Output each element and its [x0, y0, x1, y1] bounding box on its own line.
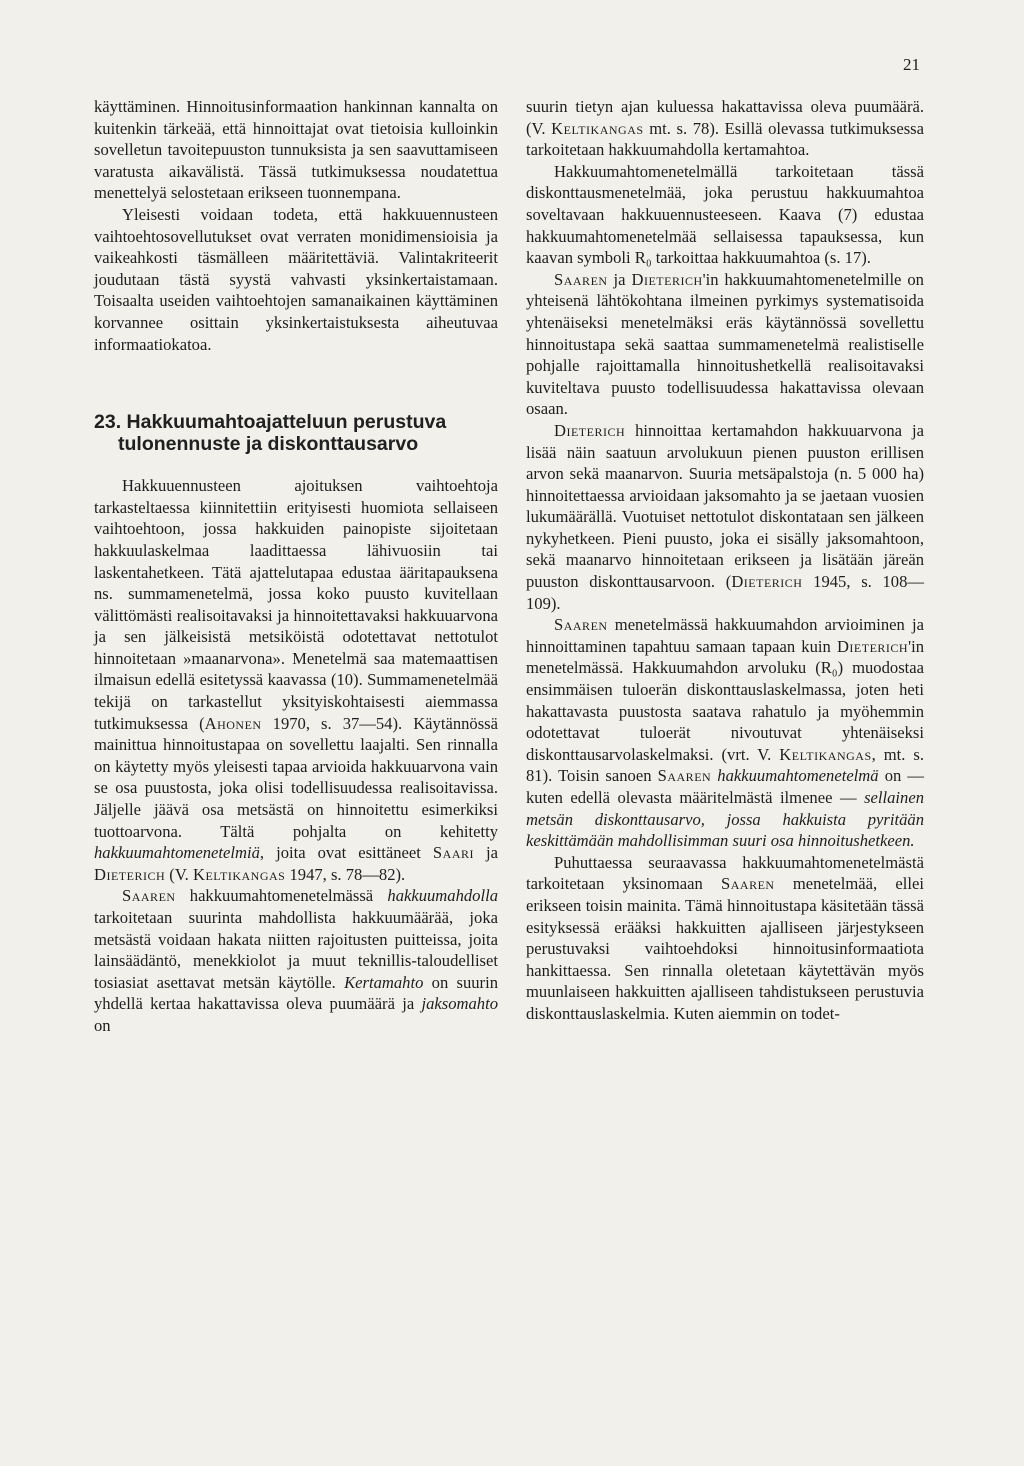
- paragraph: suurin tietyn ajan kuluessa hakattavissa oleva puumäärä. (V. Keltikangas mt. s. 78). Esillä olevassa tutkimuksessa tarkoitetaan hakkuumahdolla kertamahtoa.: [526, 97, 924, 160]
- author-name: Saaren: [554, 615, 608, 635]
- paragraph: Saaren ja Dieterich'in hakkuumahtomenetelmille on yhteisenä lähtökohtana ilmeinen pyrkimys systematisoida yhtenäiseksi menetelmäksi eräs käytännössä sovellettu hinnoitustapa sekä saattaa summamenetelmä realistiselle pohjalle rajoittamalla hinnoitushetkellä realisoitavaksi kuviteltava puusto todellisuudessa hakattavissa olevaan osaan.: [526, 269, 924, 419]
- author-name: Dieterich: [631, 269, 703, 289]
- paragraph: Saaren hakkuumahtomenetelmässä hakkuumahdolla tarkoitetaan suurinta mahdollista hakkuumäärää, joka metsästä voidaan hakata niitten rajoitusten puitteissa, joita lainsäädäntö, menekkiolot ja muut teknillis-taloudelliset tosiasiat asettavat metsän käytölle. Kertamahto on suurin yhdellä kertaa hakattavissa oleva puumäärä ja jaksomahto on: [94, 886, 498, 1035]
- author-name: Saaren: [657, 766, 712, 786]
- emphasis: sellainen metsän diskonttausarvo, jossa hakkuista pyritään keskittämään mahdollisimman suuri osa hinnoitushetkeen.: [526, 788, 924, 851]
- author-name: Keltikangas: [551, 118, 644, 138]
- paragraph: Yleisesti voidaan todeta, että hakkuuennusteen vaihtoehtosovellutukset ovat verraten monidimensioisia ja vaikeahkosti täsmälleen määritettäviä. Valintakriteerit joudutaan tästä syystä vahvasti yksinkertaistamaan. Toisaalta useiden vaihtoehtojen samanaikainen käyttäminen korvannee osittain yksinkertaistuksesta aiheutuvaa informaatiokatoa.: [94, 204, 498, 354]
- author-name: Saaren: [122, 886, 176, 906]
- right-column: [526, 96, 924, 1025]
- paragraph: Hakkuumahtomenetelmällä tarkoitetaan tässä diskonttausmenetelmää, joka perustuu hakkuumahtoa soveltavaan hakkuuennusteeseen. Kaava (7) edustaa hakkuumahtomenetelmää sellaisessa tapauksessa, kun kaavan symboli R₀ tarkoittaa hakkuumahtoa (s. 17).: [526, 161, 924, 268]
- page-number: 21: [903, 55, 920, 74]
- paragraph: Hakkuuennusteen ajoituksen vaihtoehtoja tarkasteltaessa kiinnitettiin erityisesti huomiota sellaiseen vaihtoehtoon, jossa hakkuiden painopiste sijoitetaan hakkuulaskelmaa laadittaessa lähivuosiin tai laskentahetkeen. Tätä ajattelutapaa edustaa ääritapauksena ns. summamenetelmä, jossa koko puusto kuvitellaan välittömästi realisoitavaksi ja hinnoitettavaksi hakkuuarvona ja sen jälkeisistä metsiköistä odotettavat nettotulot hinnoitetaan »maanarvona». Menetelmä saa matemaattisen ilmaisun edellä esitetyssä kaavassa (10). Summamenetelmää tekijä on tarkastellut yksityiskohtaisesti aiemmassa tutkimuksessa (Ahonen 1970, s. 37—54). Käytännössä mainittua hinnoitustapaa on sovellettu laajalti. Sen rinnalla on käytetty myös yleisesti tapaa arvioida hakkuuarvona vain se osa puustosta, joka olisi todellisuudessa realisoitavissa. Jäljelle jäävä osa metsästä on hinnoitettu esimerkiksi tuottoarvona. Tältä pohjalta on kehitetty hakkuumahtomenetelmiä, joita ovat esittäneet Saari ja Dieterich (V. Keltikangas 1947, s. 78—82).: [94, 476, 498, 884]
- paragraph: Dieterich hinnoittaa kertamahdon hakkuuarvona ja lisää näin saatuun arvolukuun pienen puuston erillisen arvon sekä maanarvon. Suuria metsäpalstoja (n. 5 000 ha) hinnoitettaessa arvioidaan jaksomahto ja se jaetaan vuosien lukumäärällä. Vuotuiset nettotulot diskontataan sen jälkeen nykyhetkeen. Pieni puusto, joka ei sisälly jaksomahtoon, sekä maanarvo hinnoitetaan erikseen ja lisätään järeän puuston diskonttausarvoon. (Dieterich 1945, s. 108—109).: [526, 420, 924, 613]
- author-name: Dieterich: [94, 864, 166, 884]
- paragraph: Puhuttaessa seuraavassa hakkuumahtomenetelmästä tarkoitetaan yksinomaan Saaren menetelmää, ellei erikseen toisin mainita. Tämä hinnoitustapa käsitetään tässä esityksessä erääksi hakkuitten ajalliseen järjestykseen perustuvaksi vaihtoehdoksi hinnoitusinformaatiota hankittaessa. Sen rinnalla oletetaan käytettävän myös muunlaiseen hakkuitten ajalliseen tahdistukseen perustuvia diskonttauslaskelmia. Kuten aiemmin on todet-: [526, 852, 924, 1023]
- emphasis: hakkuumahtomenetelmä: [711, 766, 879, 786]
- section-heading: 23. Hakkuumahtoajatteluun perustuva tulonennuste ja diskonttausarvo: [94, 411, 447, 456]
- author-name: Saaren: [721, 874, 775, 894]
- author-name: Saari: [432, 843, 474, 863]
- emphasis: jaksomahto: [421, 994, 498, 1014]
- paragraph: käyttäminen. Hinnoitusinformaation hankinnan kannalta on kuitenkin tärkeää, että hinnoittajat ovat tietoisia kulloinkin sovelletun tavoitepuuston tunnuksista ja sen saavuttamiseen varatusta aikavälistä. Tässä tutkimuksessa noudatettua menettelyä selostetaan erikseen tuonnempana.: [94, 97, 498, 203]
- left-column: [94, 96, 498, 1037]
- author-name: Ahonen: [204, 713, 262, 733]
- author-name: Dieterich: [731, 572, 803, 592]
- author-name: Dieterich: [554, 420, 626, 440]
- author-name: Keltikangas: [779, 744, 872, 764]
- emphasis: hakkuumahdolla: [387, 886, 498, 906]
- emphasis: Kertamahto: [344, 972, 424, 992]
- paragraph: Saaren menetelmässä hakkuumahdon arvioiminen ja hinnoittaminen tapahtuu samaan tapaan kuin Dieterich'in menetelmässä. Hakkuumahdon arvoluku (R₀) muodostaa ensimmäisen tuloerän diskonttauslaskelmassa, joten heti hakattavasta puustosta saatava rahatulo ja myöhemmin odotettavat tuloerät nivoutuvat yhtenäiseksi diskonttausarvolaskelmaksi. (vrt. V. Keltikangas, mt. s. 81). Toisin sanoen Saaren hakkuumahtomenetelmä on — kuten edellä olevasta määritelmästä ilmenee — sellainen metsän diskonttausarvo, jossa hakkuista pyritään keskittämään mahdollisimman suuri osa hinnoitushetkeen.: [526, 615, 924, 851]
- author-name: Saaren: [554, 269, 608, 289]
- emphasis: hakkuumahtomenetelmiä: [94, 843, 260, 863]
- author-name: Dieterich: [836, 636, 909, 656]
- author-name: Keltikangas: [192, 864, 286, 884]
